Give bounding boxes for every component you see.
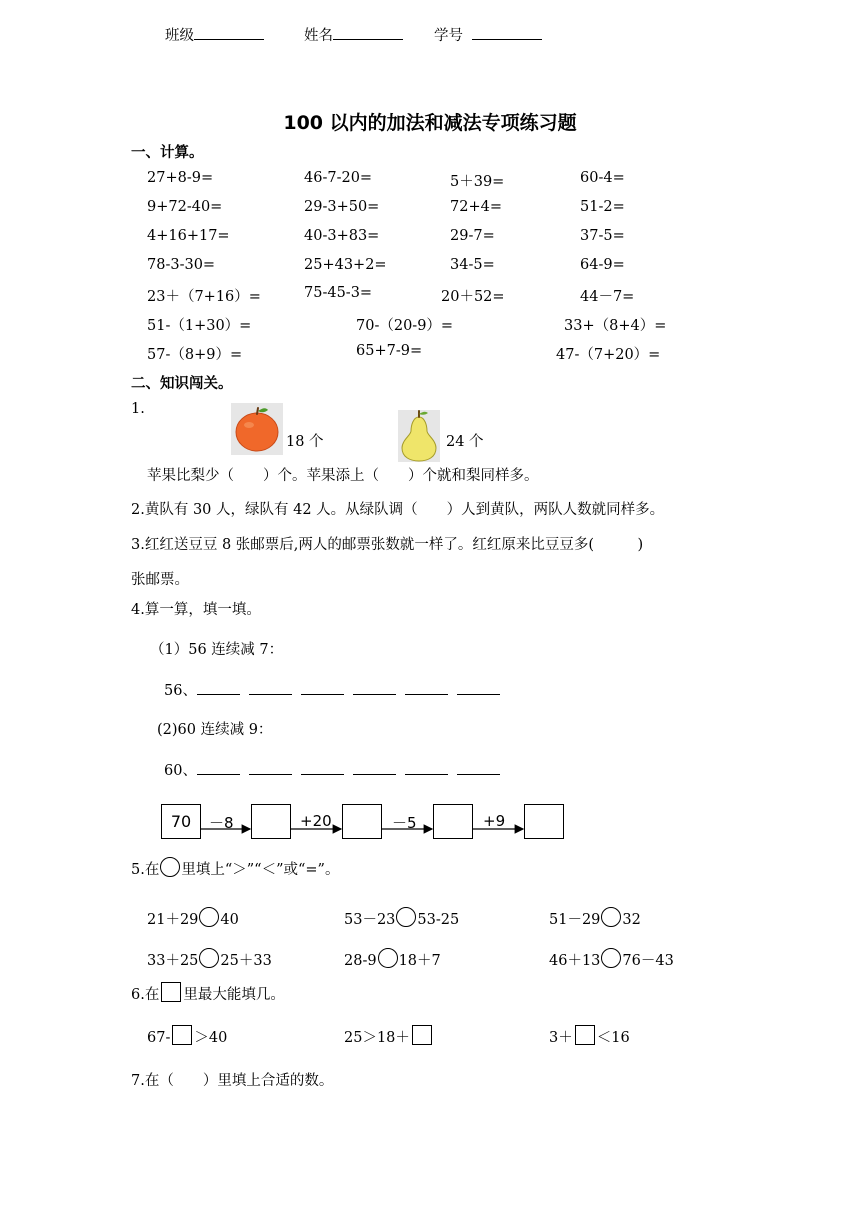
q1-question: 苹果比梨少（ ）个。苹果添上（ ）个就和梨同样多。 [147,468,539,484]
chain-answer-box[interactable] [524,804,564,839]
chain-op-label: +9 [483,812,506,830]
chain-start-box: 70 [161,804,201,839]
chain-answer-box[interactable] [433,804,473,839]
compare-left: 21＋29 [147,912,199,928]
answer-square[interactable] [172,1025,192,1045]
q5-prefix: 5.在 [131,862,160,878]
calc-item: 25+43+2= [304,257,387,273]
compare-left: 33＋25 [147,953,199,969]
chain-op-label: +20 [300,812,332,830]
calc-item: 37-5= [580,228,625,244]
q6-prefix: 6.在 [131,987,160,1003]
square-item [549,1025,630,1047]
chain-op-label: －8 [209,814,234,832]
calc-item: 47-（7+20）= [556,347,661,363]
compare-right: 53-25 [417,912,460,928]
compare-circle[interactable] [601,907,621,927]
compare-item [344,907,459,929]
compare-circle[interactable] [601,948,621,968]
calc-item: 5＋39= [450,174,505,190]
compare-left: 51－29 [549,912,601,928]
calc-item: 72+4= [450,199,502,215]
compare-item [147,907,239,929]
q4-prompt: 4.算一算，填一填。 [131,602,261,618]
class-label: 班级 [165,28,194,44]
calc-item: 27+8-9= [147,170,214,186]
compare-right: 25＋33 [220,953,272,969]
q4-part1-label: （1）56 连续减 7： [150,642,284,658]
calc-item: 60-4= [580,170,625,186]
q5-suffix: 里填上“＞”“＜”或“=”。 [181,862,340,878]
calc-item: 46-7-20= [304,170,373,186]
square-right: ＜16 [596,1030,630,1046]
section2-heading: 二、知识闯关。 [131,376,233,392]
compare-item [344,948,441,970]
calc-item: 23＋（7+16）= [147,289,261,305]
compare-right: 76－43 [622,953,674,969]
calc-item: 78-3-30= [147,257,216,273]
q5-prompt [131,857,339,879]
circle-icon [160,857,180,877]
name-label: 姓名 [304,28,333,44]
square-left: 3＋ [549,1030,573,1046]
q4-part1-start: 56、 [164,683,197,699]
compare-right: 32 [622,912,641,928]
calc-item: 20＋52= [441,289,505,305]
q6-suffix: 里最大能填几。 [183,987,285,1003]
apple-count: 18 个 [286,434,324,450]
q4-part2-start: 60、 [164,763,197,779]
q1-number: 1. [131,401,145,417]
square-left: 67- [147,1030,171,1046]
calc-item: 4+16+17= [147,228,230,244]
compare-item [549,948,674,970]
q3-text-line1: 3.红红送豆豆 8 张邮票后,两人的邮票张数就一样了。红红原来比豆豆多( ) [131,537,644,553]
calc-item: 44－7= [580,289,635,305]
square-icon [161,982,181,1002]
pear-count: 24 个 [446,434,484,450]
page-title: 100 以内的加法和减法专项练习题 [283,112,577,134]
calc-item: 64-9= [580,257,625,273]
q4-part2-label: (2)60 连续减 9： [157,722,273,738]
q3-text-line2: 张邮票。 [131,572,189,588]
calc-item: 65+7-9= [356,343,423,359]
calc-item: 57-（8+9）= [147,347,243,363]
square-right: ＞40 [194,1030,228,1046]
q6-prompt [131,982,285,1004]
calc-item: 51-（1+30）= [147,318,252,334]
q7-text: 7.在（ ）里填上合适的数。 [131,1073,334,1089]
compare-right: 18＋7 [398,953,441,969]
answer-square[interactable] [412,1025,432,1045]
calc-item: 40-3+83= [304,228,380,244]
chain-op-label: －5 [392,814,417,832]
calc-item: 34-5= [450,257,495,273]
calc-item: 33+（8+4）= [564,318,667,334]
chain-answer-box[interactable] [251,804,291,839]
square-item [344,1025,434,1047]
square-left: 25＞18＋ [344,1030,410,1046]
compare-item [549,907,641,929]
calc-item: 70-（20-9）= [356,318,454,334]
section1-heading: 一、计算。 [131,145,204,161]
compare-left: 53－23 [344,912,396,928]
compare-circle[interactable] [396,907,416,927]
calc-item: 29-7= [450,228,495,244]
answer-square[interactable] [575,1025,595,1045]
compare-circle[interactable] [199,948,219,968]
chain-answer-box[interactable] [342,804,382,839]
square-item [147,1025,227,1047]
number-label: 学号 [434,28,463,44]
calc-item: 75-45-3= [304,285,373,301]
compare-left: 28-9 [344,953,377,969]
compare-left: 46＋13 [549,953,601,969]
calc-item: 9+72-40= [147,199,223,215]
calc-item: 51-2= [580,199,625,215]
calc-item: 29-3+50= [304,199,380,215]
compare-right: 40 [220,912,239,928]
compare-item [147,948,272,970]
q2-text: 2.黄队有 30 人，绿队有 42 人。从绿队调（ ）人到黄队，两队人数就同样多。 [131,502,665,518]
compare-circle[interactable] [378,948,398,968]
compare-circle[interactable] [199,907,219,927]
